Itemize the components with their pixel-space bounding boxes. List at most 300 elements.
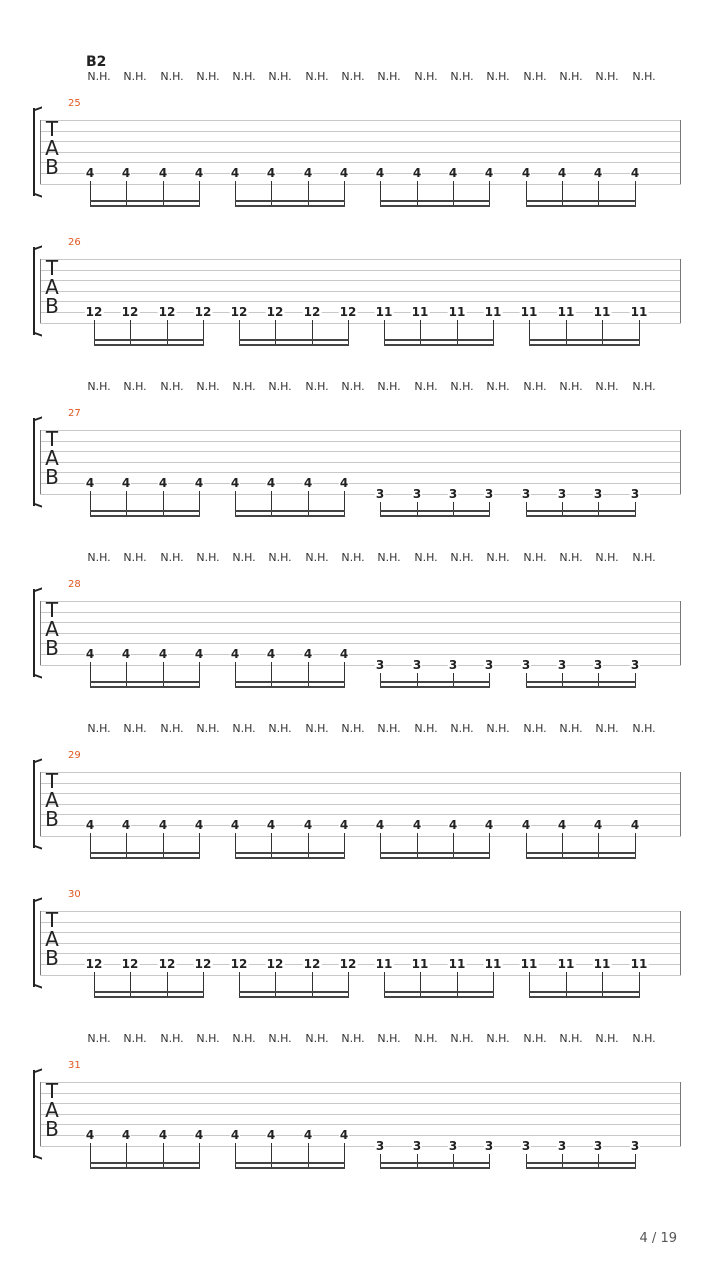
tab-clef-letter: B bbox=[45, 807, 59, 831]
fret-number: 12 bbox=[194, 305, 212, 320]
fret-number: 11 bbox=[411, 957, 429, 972]
note-stem bbox=[566, 972, 567, 998]
staff-line bbox=[40, 601, 681, 602]
fret-number: 4 bbox=[230, 166, 240, 181]
fret-number: 11 bbox=[593, 305, 611, 320]
tab-staff bbox=[40, 117, 681, 184]
note-stem bbox=[235, 662, 236, 688]
staff-line bbox=[40, 814, 681, 815]
staff-line bbox=[40, 451, 681, 452]
note-stem bbox=[90, 833, 91, 859]
staff-line bbox=[40, 633, 681, 634]
staff-line bbox=[40, 772, 681, 773]
staff-line bbox=[40, 301, 681, 302]
fret-number: 12 bbox=[158, 957, 176, 972]
nh-label: N.H. bbox=[232, 551, 256, 564]
tab-clef-letter: B bbox=[45, 155, 59, 179]
fret-number: 3 bbox=[521, 486, 531, 501]
staff-line bbox=[40, 612, 681, 613]
note-stem bbox=[344, 662, 345, 688]
note-stem bbox=[199, 833, 200, 859]
nh-row bbox=[0, 380, 720, 394]
fret-number: 4 bbox=[121, 166, 131, 181]
staff-line bbox=[40, 270, 681, 271]
staff-line bbox=[40, 953, 681, 954]
nh-label: N.H. bbox=[632, 1032, 656, 1045]
fret-number: 3 bbox=[448, 486, 458, 501]
note-stem bbox=[489, 181, 490, 207]
beam bbox=[529, 344, 640, 346]
fret-number: 12 bbox=[339, 305, 357, 320]
staff-line bbox=[40, 654, 681, 655]
note-stem bbox=[90, 662, 91, 688]
note-stem bbox=[344, 491, 345, 517]
fret-number: 3 bbox=[412, 657, 422, 672]
nh-row bbox=[0, 70, 720, 84]
fret-number: 3 bbox=[375, 1138, 385, 1153]
fret-number: 4 bbox=[593, 818, 603, 833]
nh-label: N.H. bbox=[377, 70, 401, 83]
fret-number: 4 bbox=[303, 476, 313, 491]
end-barline bbox=[680, 430, 681, 494]
tab-clef-letter: B bbox=[45, 636, 59, 660]
fret-number: 4 bbox=[630, 166, 640, 181]
fret-number: 4 bbox=[303, 818, 313, 833]
beam bbox=[384, 991, 494, 993]
beam bbox=[235, 1167, 345, 1169]
beam bbox=[90, 200, 200, 202]
staff-line bbox=[40, 943, 681, 944]
fret-number: 4 bbox=[521, 166, 531, 181]
fret-number: 12 bbox=[303, 305, 321, 320]
fret-number: 11 bbox=[630, 305, 648, 320]
end-barline bbox=[680, 1082, 681, 1146]
nh-label: N.H. bbox=[632, 722, 656, 735]
fret-number: 11 bbox=[375, 305, 393, 320]
nh-label: N.H. bbox=[268, 380, 292, 393]
fret-number: 4 bbox=[121, 1128, 131, 1143]
fret-number: 4 bbox=[448, 166, 458, 181]
nh-label: N.H. bbox=[341, 380, 365, 393]
fret-number: 4 bbox=[339, 166, 349, 181]
nh-label: N.H. bbox=[595, 722, 619, 735]
note-stem bbox=[94, 320, 95, 346]
staff-line bbox=[40, 462, 681, 463]
fret-number: 12 bbox=[303, 957, 321, 972]
note-stem bbox=[203, 320, 204, 346]
tab-clef-letter: T bbox=[45, 769, 59, 793]
nh-label: N.H. bbox=[486, 722, 510, 735]
beam bbox=[380, 1162, 490, 1164]
tab-clef-letter: T bbox=[45, 908, 59, 932]
note-stem bbox=[489, 833, 490, 859]
beam bbox=[380, 852, 490, 854]
staff-line bbox=[40, 494, 681, 495]
fret-number: 4 bbox=[230, 1128, 240, 1143]
note-stem bbox=[199, 491, 200, 517]
staff-line bbox=[40, 152, 681, 153]
nh-label: N.H. bbox=[595, 1032, 619, 1045]
fret-number: 11 bbox=[484, 305, 502, 320]
fret-number: 4 bbox=[85, 818, 95, 833]
fret-number: 4 bbox=[593, 166, 603, 181]
fret-number: 3 bbox=[557, 486, 567, 501]
nh-label: N.H. bbox=[341, 722, 365, 735]
beam bbox=[235, 681, 345, 683]
fret-number: 11 bbox=[375, 957, 393, 972]
note-stem bbox=[562, 833, 563, 859]
fret-number: 4 bbox=[266, 818, 276, 833]
end-barline bbox=[680, 259, 681, 323]
beam bbox=[526, 1167, 636, 1169]
tab-clef-letter: B bbox=[45, 946, 59, 970]
staff-line bbox=[40, 836, 681, 837]
fret-number: 4 bbox=[158, 818, 168, 833]
note-stem bbox=[167, 972, 168, 998]
note-stem bbox=[167, 320, 168, 346]
nh-label: N.H. bbox=[305, 70, 329, 83]
tab-clef-letter: B bbox=[45, 294, 59, 318]
note-stem bbox=[90, 181, 91, 207]
note-stem bbox=[163, 833, 164, 859]
nh-label: N.H. bbox=[196, 380, 220, 393]
end-barline bbox=[680, 772, 681, 836]
note-stem bbox=[562, 181, 563, 207]
nh-label: N.H. bbox=[305, 551, 329, 564]
note-stem bbox=[130, 320, 131, 346]
note-stem bbox=[308, 491, 309, 517]
nh-label: N.H. bbox=[559, 551, 583, 564]
nh-label: N.H. bbox=[123, 722, 147, 735]
nh-label: N.H. bbox=[595, 70, 619, 83]
nh-label: N.H. bbox=[196, 70, 220, 83]
nh-label: N.H. bbox=[123, 380, 147, 393]
end-barline bbox=[680, 601, 681, 665]
staff-line bbox=[40, 825, 681, 826]
measure-number: 25 bbox=[68, 98, 81, 109]
nh-label: N.H. bbox=[305, 1032, 329, 1045]
note-stem bbox=[493, 972, 494, 998]
note-stem bbox=[235, 1143, 236, 1169]
note-stem bbox=[126, 491, 127, 517]
tab-clef-letter: B bbox=[45, 1117, 59, 1141]
beam bbox=[239, 339, 349, 341]
fret-number: 4 bbox=[521, 818, 531, 833]
staff-line bbox=[40, 911, 681, 912]
fret-number: 4 bbox=[266, 647, 276, 662]
fret-number: 4 bbox=[121, 647, 131, 662]
measure-number: 27 bbox=[68, 408, 81, 419]
nh-label: N.H. bbox=[559, 380, 583, 393]
beam bbox=[526, 852, 636, 854]
nh-label: N.H. bbox=[87, 1032, 111, 1045]
fret-number: 4 bbox=[339, 818, 349, 833]
nh-label: N.H. bbox=[268, 551, 292, 564]
nh-label: N.H. bbox=[523, 380, 547, 393]
nh-row bbox=[0, 722, 720, 736]
tab-clef-letter: B bbox=[45, 465, 59, 489]
note-stem bbox=[308, 1143, 309, 1169]
nh-label: N.H. bbox=[414, 70, 438, 83]
staff-line bbox=[40, 162, 681, 163]
beam bbox=[94, 996, 204, 998]
beam bbox=[235, 686, 345, 688]
nh-label: N.H. bbox=[160, 551, 184, 564]
fret-number: 4 bbox=[158, 647, 168, 662]
beam bbox=[526, 686, 636, 688]
beam bbox=[90, 205, 200, 207]
note-stem bbox=[417, 181, 418, 207]
fret-number: 4 bbox=[230, 647, 240, 662]
beam bbox=[526, 857, 636, 859]
beam bbox=[235, 515, 345, 517]
beam bbox=[529, 339, 640, 341]
fret-number: 4 bbox=[375, 166, 385, 181]
note-stem bbox=[271, 662, 272, 688]
section-label: B2 bbox=[86, 54, 107, 70]
note-stem bbox=[639, 972, 640, 998]
beam bbox=[526, 205, 636, 207]
nh-label: N.H. bbox=[232, 380, 256, 393]
nh-label: N.H. bbox=[123, 551, 147, 564]
end-barline bbox=[680, 911, 681, 975]
fret-number: 4 bbox=[448, 818, 458, 833]
note-stem bbox=[598, 833, 599, 859]
staff-line bbox=[40, 1124, 681, 1125]
staff-line bbox=[40, 975, 681, 976]
nh-label: N.H. bbox=[232, 70, 256, 83]
note-stem bbox=[126, 662, 127, 688]
note-stem bbox=[348, 972, 349, 998]
tab-staff bbox=[40, 769, 681, 836]
fret-number: 3 bbox=[521, 1138, 531, 1153]
beam bbox=[90, 686, 200, 688]
nh-label: N.H. bbox=[377, 1032, 401, 1045]
fret-number: 4 bbox=[121, 818, 131, 833]
fret-number: 4 bbox=[266, 476, 276, 491]
beam bbox=[235, 200, 345, 202]
nh-label: N.H. bbox=[450, 551, 474, 564]
fret-number: 4 bbox=[194, 476, 204, 491]
note-stem bbox=[239, 972, 240, 998]
staff-line bbox=[40, 783, 681, 784]
fret-number: 3 bbox=[593, 486, 603, 501]
note-stem bbox=[308, 662, 309, 688]
staff-line bbox=[40, 1114, 681, 1115]
note-stem bbox=[203, 972, 204, 998]
fret-number: 12 bbox=[85, 305, 103, 320]
fret-number: 4 bbox=[557, 166, 567, 181]
staff-line bbox=[40, 1146, 681, 1147]
nh-label: N.H. bbox=[450, 380, 474, 393]
staff-line bbox=[40, 622, 681, 623]
nh-label: N.H. bbox=[559, 70, 583, 83]
nh-label: N.H. bbox=[268, 70, 292, 83]
nh-label: N.H. bbox=[414, 722, 438, 735]
beam bbox=[529, 991, 640, 993]
fret-number: 4 bbox=[230, 818, 240, 833]
note-stem bbox=[271, 1143, 272, 1169]
note-stem bbox=[344, 181, 345, 207]
tab-clef-letter: T bbox=[45, 256, 59, 280]
staff-line bbox=[40, 441, 681, 442]
nh-label: N.H. bbox=[486, 551, 510, 564]
nh-label: N.H. bbox=[377, 380, 401, 393]
beam bbox=[526, 510, 636, 512]
measure-number: 28 bbox=[68, 579, 81, 590]
nh-label: N.H. bbox=[523, 722, 547, 735]
note-stem bbox=[602, 972, 603, 998]
note-stem bbox=[312, 320, 313, 346]
beam bbox=[90, 1167, 200, 1169]
staff-line bbox=[40, 1135, 681, 1136]
end-barline bbox=[680, 120, 681, 184]
beam bbox=[239, 996, 349, 998]
fret-number: 4 bbox=[194, 818, 204, 833]
note-stem bbox=[239, 320, 240, 346]
fret-number: 4 bbox=[339, 476, 349, 491]
tab-staff bbox=[40, 427, 681, 494]
fret-number: 12 bbox=[121, 957, 139, 972]
fret-number: 3 bbox=[521, 657, 531, 672]
beam bbox=[380, 515, 490, 517]
note-stem bbox=[417, 833, 418, 859]
nh-label: N.H. bbox=[123, 1032, 147, 1045]
note-stem bbox=[199, 181, 200, 207]
nh-label: N.H. bbox=[414, 551, 438, 564]
staff-line bbox=[40, 1103, 681, 1104]
beam bbox=[94, 344, 204, 346]
nh-label: N.H. bbox=[341, 1032, 365, 1045]
nh-label: N.H. bbox=[414, 380, 438, 393]
fret-number: 3 bbox=[630, 657, 640, 672]
tab-staff bbox=[40, 598, 681, 665]
fret-number: 4 bbox=[266, 166, 276, 181]
note-stem bbox=[94, 972, 95, 998]
staff-line bbox=[40, 804, 681, 805]
fret-number: 11 bbox=[557, 305, 575, 320]
fret-number: 11 bbox=[448, 957, 466, 972]
beam bbox=[90, 1162, 200, 1164]
fret-number: 12 bbox=[194, 957, 212, 972]
fret-number: 11 bbox=[520, 305, 538, 320]
note-stem bbox=[344, 833, 345, 859]
nh-label: N.H. bbox=[160, 380, 184, 393]
nh-label: N.H. bbox=[232, 1032, 256, 1045]
fret-number: 11 bbox=[448, 305, 466, 320]
fret-number: 4 bbox=[194, 647, 204, 662]
fret-number: 4 bbox=[303, 166, 313, 181]
note-stem bbox=[271, 491, 272, 517]
fret-number: 3 bbox=[412, 486, 422, 501]
fret-number: 12 bbox=[266, 957, 284, 972]
tab-staff bbox=[40, 1079, 681, 1146]
measure-number: 26 bbox=[68, 237, 81, 248]
beam bbox=[235, 205, 345, 207]
beam bbox=[380, 681, 490, 683]
nh-label: N.H. bbox=[196, 551, 220, 564]
nh-label: N.H. bbox=[377, 551, 401, 564]
note-stem bbox=[235, 833, 236, 859]
note-stem bbox=[457, 320, 458, 346]
fret-number: 4 bbox=[630, 818, 640, 833]
nh-label: N.H. bbox=[196, 722, 220, 735]
note-stem bbox=[90, 491, 91, 517]
fret-number: 4 bbox=[194, 166, 204, 181]
beam bbox=[239, 344, 349, 346]
note-stem bbox=[526, 833, 527, 859]
beam bbox=[526, 515, 636, 517]
nh-label: N.H. bbox=[450, 70, 474, 83]
measure-number: 29 bbox=[68, 750, 81, 761]
note-stem bbox=[271, 181, 272, 207]
nh-label: N.H. bbox=[632, 551, 656, 564]
tab-clef-letter: T bbox=[45, 117, 59, 141]
staff-line bbox=[40, 120, 681, 121]
tab-clef-letter: T bbox=[45, 598, 59, 622]
staff-line bbox=[40, 643, 681, 644]
staff-line bbox=[40, 472, 681, 473]
fret-number: 4 bbox=[339, 1128, 349, 1143]
staff-line bbox=[40, 922, 681, 923]
fret-number: 3 bbox=[375, 657, 385, 672]
nh-label: N.H. bbox=[632, 70, 656, 83]
note-stem bbox=[126, 1143, 127, 1169]
note-stem bbox=[639, 320, 640, 346]
fret-number: 4 bbox=[85, 647, 95, 662]
note-stem bbox=[163, 662, 164, 688]
note-stem bbox=[126, 833, 127, 859]
fret-number: 4 bbox=[266, 1128, 276, 1143]
note-stem bbox=[493, 320, 494, 346]
fret-number: 3 bbox=[484, 486, 494, 501]
nh-label: N.H. bbox=[450, 722, 474, 735]
fret-number: 3 bbox=[630, 1138, 640, 1153]
nh-label: N.H. bbox=[87, 380, 111, 393]
beam bbox=[94, 339, 204, 341]
beam bbox=[239, 991, 349, 993]
fret-number: 3 bbox=[593, 1138, 603, 1153]
tab-clef-letter: A bbox=[45, 617, 59, 641]
nh-label: N.H. bbox=[559, 722, 583, 735]
staff-line bbox=[40, 141, 681, 142]
note-stem bbox=[529, 972, 530, 998]
beam bbox=[380, 200, 490, 202]
fret-number: 3 bbox=[375, 486, 385, 501]
beam bbox=[235, 857, 345, 859]
tab-clef-letter: A bbox=[45, 136, 59, 160]
nh-label: N.H. bbox=[414, 1032, 438, 1045]
fret-number: 3 bbox=[484, 1138, 494, 1153]
fret-number: 3 bbox=[557, 657, 567, 672]
tab-clef-letter: A bbox=[45, 275, 59, 299]
note-stem bbox=[163, 181, 164, 207]
beam bbox=[526, 681, 636, 683]
staff-line bbox=[40, 131, 681, 132]
fret-number: 3 bbox=[448, 657, 458, 672]
nh-label: N.H. bbox=[160, 1032, 184, 1045]
note-stem bbox=[235, 491, 236, 517]
nh-label: N.H. bbox=[450, 1032, 474, 1045]
nh-row bbox=[0, 1032, 720, 1046]
staff-line bbox=[40, 173, 681, 174]
nh-label: N.H. bbox=[486, 1032, 510, 1045]
fret-number: 4 bbox=[412, 818, 422, 833]
tab-clef-letter: A bbox=[45, 788, 59, 812]
note-stem bbox=[635, 181, 636, 207]
nh-label: N.H. bbox=[523, 551, 547, 564]
tab-clef-letter: A bbox=[45, 1098, 59, 1122]
